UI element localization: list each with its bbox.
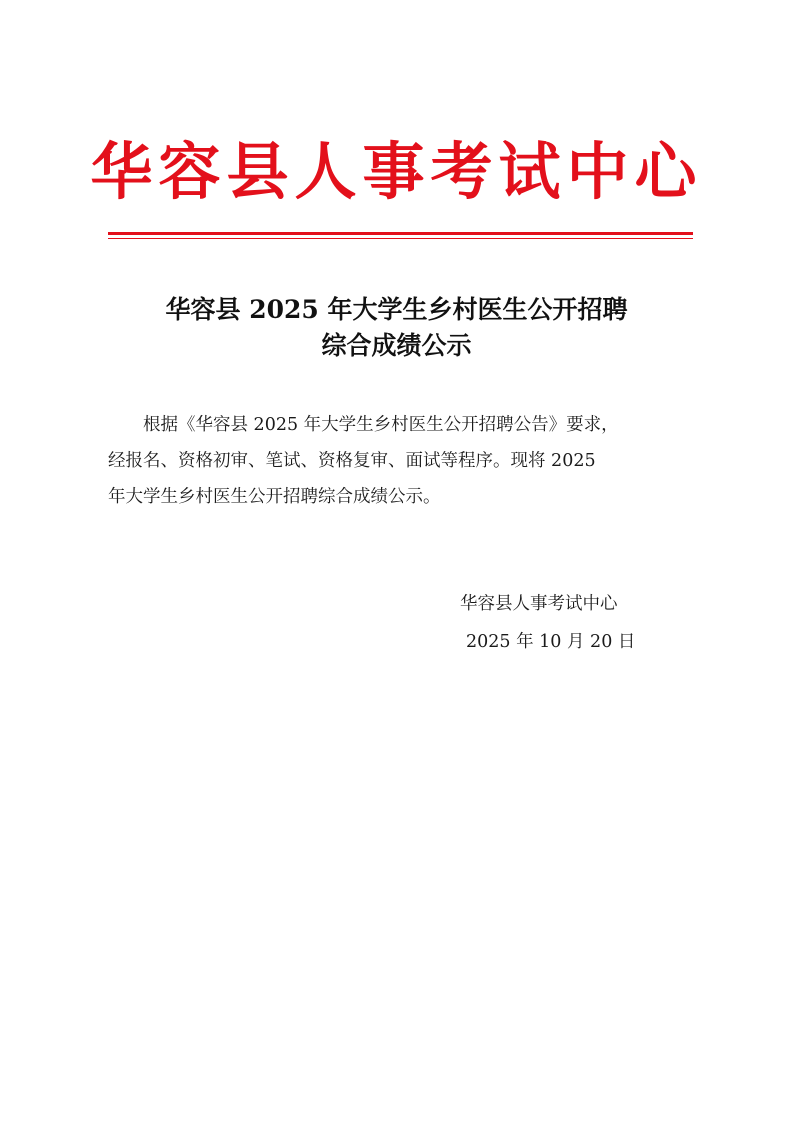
body-line-3: 年大学生乡村医生公开招聘综合成绩公示。	[108, 487, 441, 507]
document-title-line1: 华容县 2025 年大学生乡村医生公开招聘	[165, 295, 628, 324]
signature-block	[460, 585, 680, 661]
document-title-line2: 综合成绩公示	[321, 331, 472, 360]
body-line-2: 经报名、资格初审、笔试、资格复审、面试等程序。现将 2025	[108, 451, 596, 471]
masthead-rule-thick	[108, 232, 693, 235]
body-line-1: 根据《华容县 2025 年大学生乡村医生公开招聘公告》要求，	[143, 415, 619, 435]
signature-issuer: 华容县人事考试中心	[460, 594, 618, 614]
masthead-org-name: 华容县人事考试中心	[90, 135, 703, 208]
document-body	[108, 407, 693, 515]
document-title	[0, 292, 793, 364]
masthead-rule-thin	[108, 238, 693, 239]
signature-date: 2025 年 10 月 20 日	[466, 632, 636, 652]
